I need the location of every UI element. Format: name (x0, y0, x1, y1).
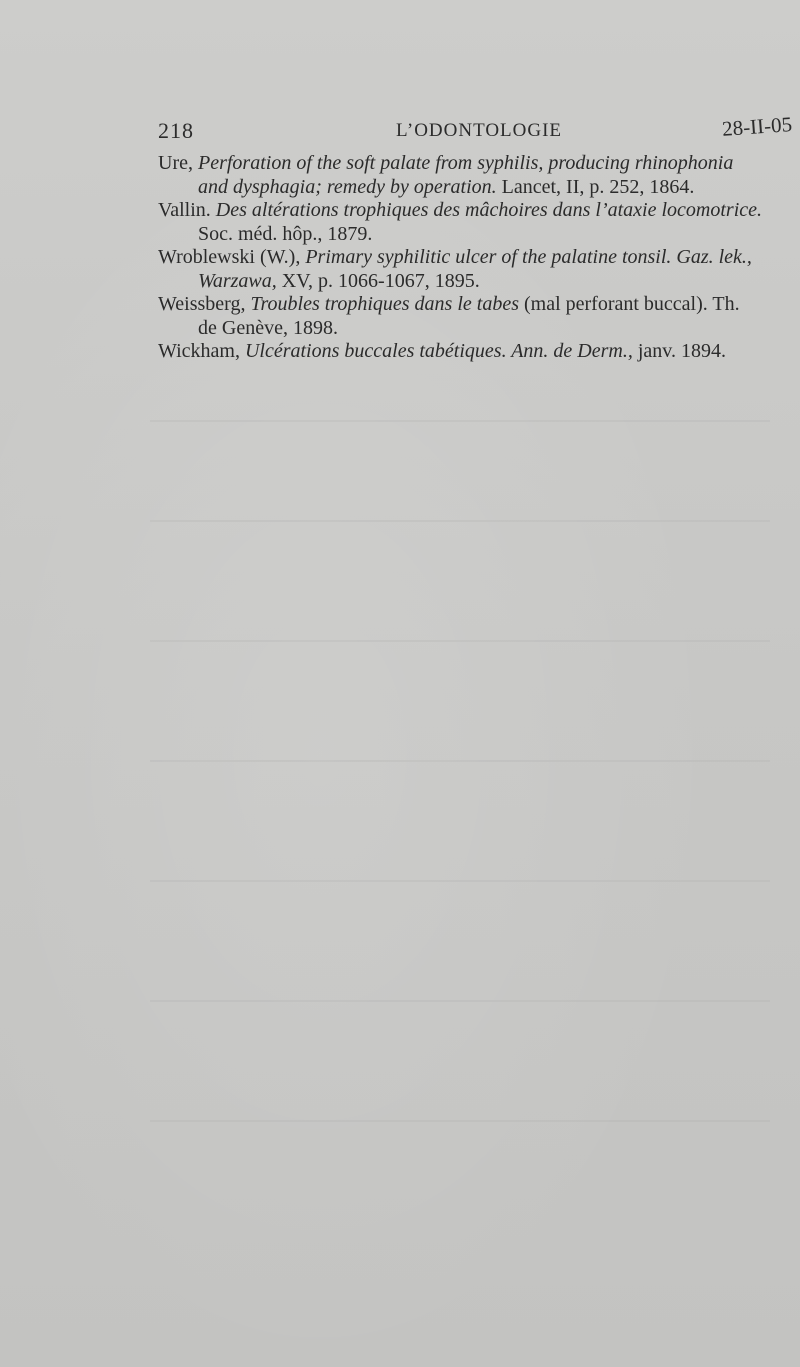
page-number: 218 (158, 118, 194, 143)
running-title: L’ODONTOLOGIE (396, 120, 563, 141)
date-code: 28-II-05 (721, 112, 793, 141)
bleed-through-line (150, 420, 770, 422)
reference-line (178, 317, 800, 341)
reference-text: janv. 1894. (632, 340, 726, 362)
reference-title-text: Warzawa, (198, 269, 277, 292)
reference-text: Ure, (158, 152, 198, 174)
reference-title-text: Des altérations trophiques des mâchoires dans l’ataxie locomotrice. (215, 199, 763, 221)
reference-line (158, 293, 800, 317)
reference-entry (158, 199, 800, 246)
reference-title-text: Troubles trophiques dans le tabes (250, 293, 519, 315)
reference-text: Wroblewski (W.), (158, 246, 306, 268)
reference-text: (mal perforant buccal). Th. (518, 293, 740, 315)
reference-line (158, 246, 800, 270)
reference-entry (158, 152, 800, 199)
reference-text: de Genève, 1898. (198, 316, 338, 339)
bibliography-list (158, 152, 800, 364)
bleed-through-line (150, 640, 770, 642)
reference-title-text: Perforation of the soft palate from syphilis, producing rhinophonia (197, 152, 734, 174)
reference-text: Lancet, II, p. 252, 1864. (496, 175, 695, 198)
reference-line (178, 176, 800, 200)
reference-title-text: Ulcérations buccales tabétiques. Ann. de Derm., (244, 340, 633, 362)
reference-line (178, 270, 800, 294)
bleed-through-line (150, 1000, 770, 1002)
reference-text: Weissberg, (158, 293, 251, 315)
bleed-through-line (150, 880, 770, 882)
bleed-through-line (150, 760, 770, 762)
bleed-through-line (150, 1120, 770, 1122)
reference-line (158, 152, 800, 176)
reference-entry (158, 293, 800, 340)
reference-text: Vallin. (158, 199, 216, 221)
reference-title-text: and dysphagia; remedy by operation. (198, 175, 497, 198)
reference-entry (158, 246, 800, 293)
page-header (158, 112, 798, 148)
reference-title-text: Primary syphilitic ulcer of the palatine tonsil. Gaz. lek., (305, 246, 752, 268)
reference-text: Soc. méd. hôp., 1879. (198, 222, 373, 245)
reference-line (158, 340, 800, 364)
bleed-through-line (150, 520, 770, 522)
reference-text: Wickham, (158, 340, 245, 362)
reference-entry (158, 340, 800, 364)
reference-line (178, 223, 800, 247)
reference-text: XV, p. 1066-1067, 1895. (276, 269, 480, 292)
reference-line (158, 199, 800, 223)
